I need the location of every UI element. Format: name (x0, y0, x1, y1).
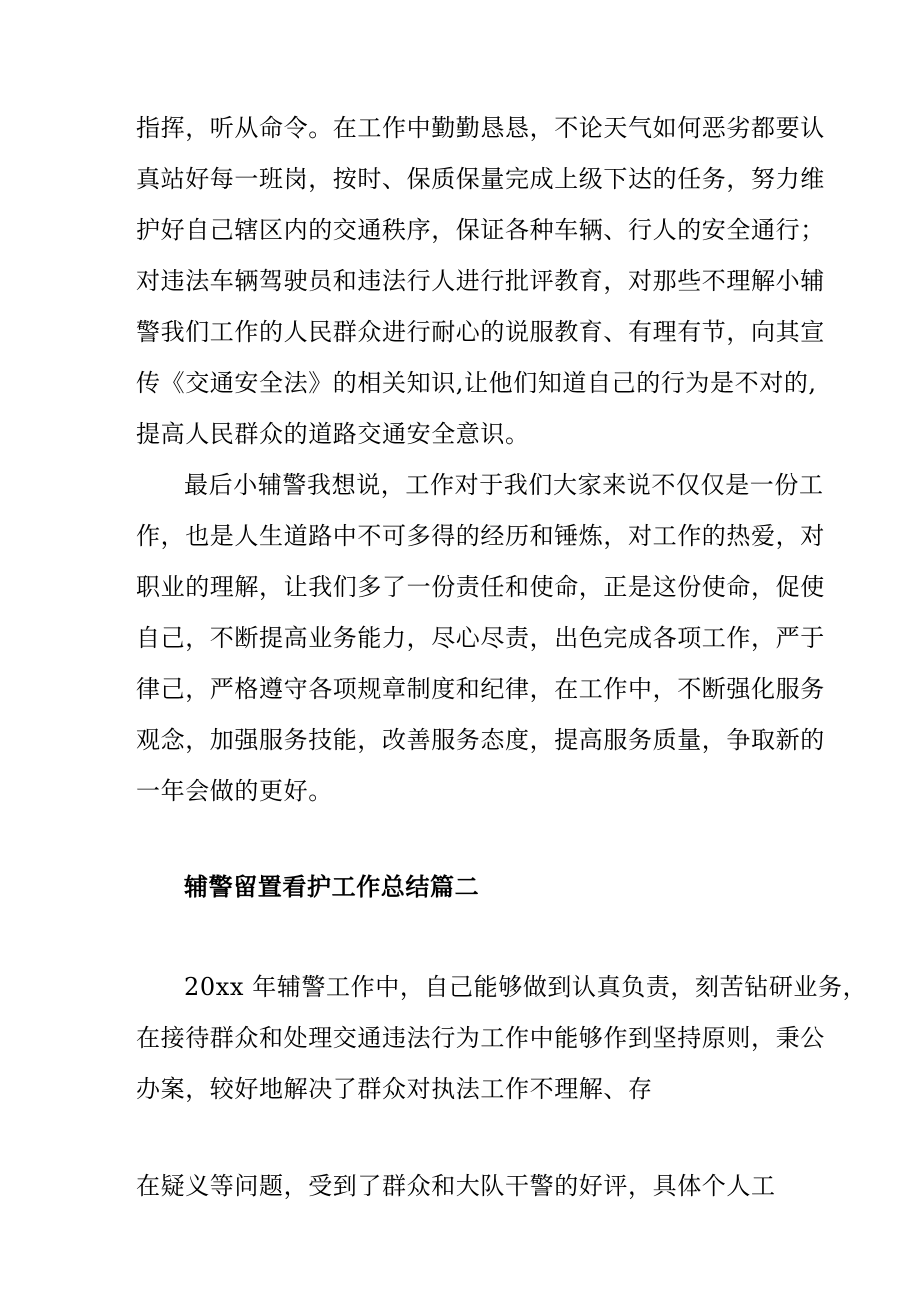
paragraph-line: 提高人民群众的道路交通安全意识。 (136, 420, 530, 448)
paragraph-line: 律己，严格遵守各项规章制度和纪律，在工作中，不断强化服务 (136, 675, 825, 703)
paragraph-line: 对违法车辆驾驶员和违法行人进行批评教育，对那些不理解小辅 (136, 267, 825, 295)
paragraph-line: 职业的理解，让我们多了一份责任和使命，正是这份使命，促使 (136, 573, 825, 601)
paragraph-line: 传《交通安全法》的相关知识,让他们知道自己的行为是不对的, (136, 369, 817, 397)
paragraph-line: 办案，较好地解决了群众对执法工作不理解、存 (136, 1075, 653, 1103)
paragraph-line: 指挥，听从命令。在工作中勤勤恳恳，不论天气如何恶劣都要认 (136, 114, 825, 142)
paragraph-line: 20xx 年辅警工作中，自己能够做到认真负责，刻苦钻研业务， (184, 973, 868, 1001)
paragraph-line: 一年会做的更好。 (136, 777, 333, 805)
paragraph-line: 护好自己辖区内的交通秩序，保证各种车辆、行人的安全通行； (136, 216, 825, 244)
paragraph-line: 真站好每一班岗，按时、保质保量完成上级下达的任务，努力维 (136, 165, 825, 193)
paragraph-line: 作，也是人生道路中不可多得的经历和锤炼，对工作的热爱，对 (136, 522, 825, 550)
paragraph-line: 警我们工作的人民群众进行耐心的说服教育、有理有节，向其宣 (136, 318, 825, 346)
section-heading: 辅警留置看护工作总结篇二 (184, 872, 480, 901)
paragraph-line: 在疑义等问题，受到了群众和大队干警的好评，具体个人工 (136, 1172, 776, 1200)
paragraph-line: 最后小辅警我想说，工作对于我们大家来说不仅仅是一份工 (184, 471, 824, 499)
paragraph-line: 自己，不断提高业务能力，尽心尽责，出色完成各项工作，严于 (136, 624, 825, 652)
paragraph-line: 在接待群众和处理交通违法行为工作中能够作到坚持原则，秉公 (136, 1024, 825, 1052)
paragraph-line: 观念，加强服务技能，改善服务态度，提高服务质量，争取新的 (136, 726, 825, 754)
